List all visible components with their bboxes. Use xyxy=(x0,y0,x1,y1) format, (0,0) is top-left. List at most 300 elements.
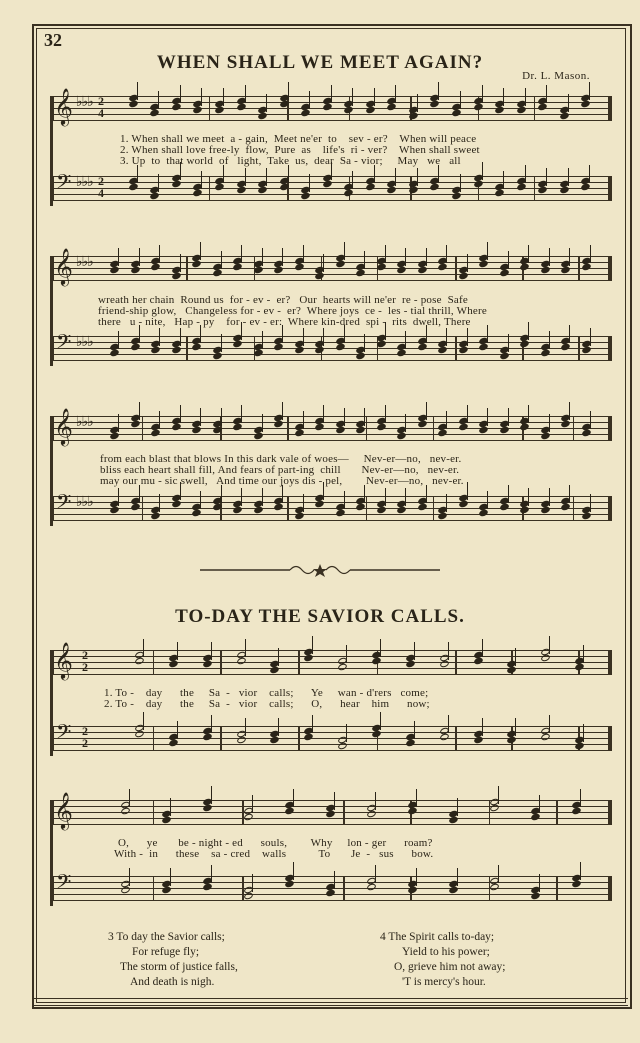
verse-3-line-2: For refuge fly; xyxy=(132,946,200,958)
system-brace xyxy=(50,256,53,366)
note-stem xyxy=(331,85,332,103)
verse-4-line-1: 4 The Spirit calls to-day; xyxy=(380,931,495,943)
note-stem xyxy=(417,168,418,186)
note-stem xyxy=(159,328,160,346)
note-stem xyxy=(129,789,130,807)
barline xyxy=(573,496,575,520)
note-stem xyxy=(252,874,253,892)
staff-line xyxy=(52,280,612,281)
bass-clef-icon: 𝄢 xyxy=(56,870,72,898)
note-stem xyxy=(426,485,427,503)
hymn2-system2-bass-staff xyxy=(52,870,612,900)
note-head xyxy=(150,429,161,438)
note-head xyxy=(540,733,551,742)
staff-line xyxy=(52,750,612,751)
note-stem xyxy=(417,94,418,112)
system-brace xyxy=(50,96,53,206)
hymn1-system1-verse2-lyric: 2. When shall love free-ly flow, Pure as life's ri - ver? When shall sweet xyxy=(120,144,480,156)
staff-line xyxy=(52,818,612,819)
note-stem xyxy=(158,174,159,192)
note-stem xyxy=(245,168,246,186)
note-stem xyxy=(549,715,550,733)
key-signature-flat-icon: ♭♭♭ xyxy=(76,494,93,510)
note-stem xyxy=(158,91,159,109)
note-stem xyxy=(309,91,310,109)
note-head xyxy=(150,109,161,118)
note-stem xyxy=(221,334,222,352)
note-stem xyxy=(170,868,171,886)
note-stem xyxy=(309,174,310,192)
note-stem xyxy=(241,488,242,506)
note-stem xyxy=(323,254,324,272)
barline xyxy=(343,800,345,824)
note-stem xyxy=(508,334,509,352)
note-stem xyxy=(211,642,212,660)
note-stem xyxy=(438,82,439,100)
barline xyxy=(534,176,536,200)
staff-line xyxy=(52,824,612,825)
barline xyxy=(220,650,222,674)
note-stem xyxy=(118,248,119,266)
note-stem xyxy=(180,85,181,103)
note-stem xyxy=(159,494,160,512)
note-stem xyxy=(323,328,324,346)
note-stem xyxy=(323,405,324,423)
note-stem xyxy=(467,328,468,346)
staff-line xyxy=(52,108,612,109)
note-stem xyxy=(262,414,263,432)
note-head xyxy=(519,263,530,272)
note-stem xyxy=(118,414,119,432)
treble-clef-icon: 𝄞 xyxy=(54,791,73,829)
note-stem xyxy=(374,165,375,183)
note-stem xyxy=(143,639,144,657)
note-stem xyxy=(395,85,396,103)
note-head xyxy=(387,103,398,112)
note-head xyxy=(519,423,530,432)
hymn2-system2-verse1-lyric: O, ye be - night - ed souls, Why lon - ger roam? xyxy=(118,837,433,849)
note-stem xyxy=(539,795,540,813)
barline xyxy=(153,650,155,674)
note-stem xyxy=(525,88,526,106)
note-stem xyxy=(580,789,581,807)
staff-line xyxy=(52,738,612,739)
note-stem xyxy=(266,94,267,112)
note-stem xyxy=(546,168,547,186)
hymn2-system1-bass-staff xyxy=(52,720,612,750)
note-stem xyxy=(241,405,242,423)
barline xyxy=(298,726,300,750)
note-stem xyxy=(549,636,550,654)
barline xyxy=(209,176,211,200)
note-stem xyxy=(352,171,353,189)
verse-4-line-2: Yield to his power; xyxy=(402,946,490,958)
note-stem xyxy=(460,91,461,109)
note-stem xyxy=(467,482,468,500)
note-head xyxy=(191,343,202,352)
note-stem xyxy=(159,411,160,429)
note-stem xyxy=(364,251,365,269)
note-head xyxy=(560,343,571,352)
barline xyxy=(534,96,536,120)
note-stem xyxy=(278,718,279,736)
barline xyxy=(433,496,435,520)
note-stem xyxy=(346,645,347,663)
note-head xyxy=(560,503,571,512)
hymn1-system2-verse2-lyric: friend-ship glow, Changeless for - ev - er? Where joys ce - les - tial thrill, Where xyxy=(98,305,487,317)
hymn2-system1-verse2-lyric: 2. To - day the Sa - vior calls; O, hear him now; xyxy=(104,698,430,710)
verse-4-line-3: O, grieve him not away; xyxy=(394,961,506,973)
final-barline xyxy=(608,96,612,120)
note-stem xyxy=(352,88,353,106)
note-head xyxy=(191,509,202,518)
key-signature-flat-icon: ♭♭♭ xyxy=(76,94,93,110)
note-stem xyxy=(143,712,144,730)
note-stem xyxy=(380,639,381,657)
note-stem xyxy=(414,642,415,660)
note-stem xyxy=(568,94,569,112)
note-stem xyxy=(508,485,509,503)
note-stem xyxy=(385,488,386,506)
note-stem xyxy=(245,85,246,103)
note-head xyxy=(437,429,448,438)
note-stem xyxy=(385,245,386,263)
hymn1-system2-verse3-lyric: there u - nite, Hap - py for - ev - er: Where kin-dred spi - rits dwell, There xyxy=(98,316,471,328)
note-stem xyxy=(221,251,222,269)
staff-line xyxy=(52,200,612,201)
note-head xyxy=(193,189,204,198)
note-stem xyxy=(590,494,591,512)
note-head xyxy=(355,269,366,278)
staff-line xyxy=(52,650,612,651)
verse-3-text xyxy=(108,930,238,990)
hymn1-system3-treble-staff xyxy=(52,407,612,445)
staff-line xyxy=(52,354,612,355)
note-stem xyxy=(334,792,335,810)
note-stem xyxy=(139,402,140,420)
bottom-ornamental-border xyxy=(32,998,628,1006)
note-stem xyxy=(405,414,406,432)
note-stem xyxy=(303,411,304,429)
note-stem xyxy=(344,491,345,509)
note-stem xyxy=(446,328,447,346)
note-head xyxy=(437,263,448,272)
note-stem xyxy=(177,721,178,739)
note-stem xyxy=(159,245,160,263)
note-stem xyxy=(211,715,212,733)
note-stem xyxy=(375,792,376,810)
barline xyxy=(455,726,457,750)
system-brace xyxy=(50,800,53,906)
note-stem xyxy=(118,488,119,506)
note-stem xyxy=(139,485,140,503)
staff-line xyxy=(52,360,612,361)
key-signature-flat-icon: ♭♭♭ xyxy=(76,414,93,430)
note-stem xyxy=(364,485,365,503)
barline xyxy=(298,650,300,674)
staff-line xyxy=(52,514,612,515)
hymn1-system1-treble-staff xyxy=(52,87,612,125)
hymn1-system2-treble-staff xyxy=(52,247,612,285)
barline xyxy=(287,416,289,440)
note-stem xyxy=(312,715,313,733)
hymn-title-when-shall-we-meet-again: WHEN SHALL WE MEET AGAIN? xyxy=(156,52,484,73)
note-stem xyxy=(583,724,584,742)
note-stem xyxy=(487,325,488,343)
bass-clef-icon: 𝄢 xyxy=(56,490,72,518)
note-stem xyxy=(385,405,386,423)
hymn1-system3-verse2-lyric: bliss each heart shall fill, And fears of part-ing chill Nev-er—no, nev-er. xyxy=(100,464,460,476)
barline xyxy=(343,876,345,900)
note-stem xyxy=(200,491,201,509)
note-stem xyxy=(180,254,181,272)
note-stem xyxy=(405,331,406,349)
note-stem xyxy=(211,786,212,804)
note-stem xyxy=(221,408,222,426)
note-stem xyxy=(482,162,483,180)
barline xyxy=(220,726,222,750)
note-stem xyxy=(590,411,591,429)
hymn1-system1-verse3-lyric: 3. Up to that world of light, Take us, dear Sa - vior; May we all xyxy=(120,155,461,167)
note-stem xyxy=(177,642,178,660)
note-stem xyxy=(528,245,529,263)
staff-line xyxy=(52,434,612,435)
note-stem xyxy=(448,642,449,660)
note-stem xyxy=(288,165,289,183)
note-stem xyxy=(129,868,130,886)
note-stem xyxy=(487,491,488,509)
barline xyxy=(209,96,211,120)
note-stem xyxy=(344,242,345,260)
note-head xyxy=(109,349,120,358)
barline xyxy=(142,416,144,440)
staff-line xyxy=(52,194,612,195)
barline xyxy=(366,416,368,440)
final-barline xyxy=(608,256,612,280)
note-head xyxy=(430,183,441,192)
note-stem xyxy=(569,402,570,420)
note-stem xyxy=(364,408,365,426)
final-barline xyxy=(608,650,612,674)
note-head xyxy=(232,423,243,432)
page-number: 32 xyxy=(44,30,62,50)
barline xyxy=(153,876,155,900)
note-stem xyxy=(170,798,171,816)
note-stem xyxy=(303,494,304,512)
barline xyxy=(153,800,155,824)
note-stem xyxy=(364,334,365,352)
note-stem xyxy=(487,408,488,426)
note-stem xyxy=(528,322,529,340)
note-stem xyxy=(438,165,439,183)
verse-3-line-4: And death is nigh. xyxy=(130,976,215,988)
note-stem xyxy=(262,488,263,506)
note-stem xyxy=(569,325,570,343)
note-stem xyxy=(380,712,381,730)
barline xyxy=(455,650,457,674)
staff-line xyxy=(52,274,612,275)
note-stem xyxy=(580,862,581,880)
note-stem xyxy=(498,865,499,883)
staff-line xyxy=(52,114,612,115)
time-signature: 2 4 xyxy=(98,94,104,120)
note-stem xyxy=(200,242,201,260)
note-stem xyxy=(334,871,335,889)
note-head xyxy=(150,263,161,272)
final-barline xyxy=(608,876,612,900)
note-stem xyxy=(508,408,509,426)
barline xyxy=(578,336,580,360)
note-stem xyxy=(201,88,202,106)
barline xyxy=(556,800,558,824)
note-stem xyxy=(201,171,202,189)
final-barline xyxy=(608,336,612,360)
note-stem xyxy=(482,639,483,657)
note-head xyxy=(396,349,407,358)
barline xyxy=(287,496,289,520)
note-stem xyxy=(446,245,447,263)
note-head xyxy=(303,733,314,742)
note-head xyxy=(355,503,366,512)
note-stem xyxy=(549,488,550,506)
staff-line xyxy=(52,900,612,901)
note-stem xyxy=(549,414,550,432)
note-stem xyxy=(200,408,201,426)
hymn2-system2-treble-staff xyxy=(52,791,612,829)
verse-3-line-1: 3 To day the Savior calls; xyxy=(108,931,225,943)
barline xyxy=(153,726,155,750)
hymn-title-to-day-the-savior-calls: TO-DAY THE SAVIOR CALLS. xyxy=(175,606,465,627)
note-stem xyxy=(293,789,294,807)
bass-clef-icon: 𝄢 xyxy=(56,330,72,358)
staff-line xyxy=(52,876,612,877)
note-stem xyxy=(549,248,550,266)
note-stem xyxy=(503,88,504,106)
note-stem xyxy=(375,865,376,883)
time-signature: 2 2 xyxy=(82,648,88,674)
note-stem xyxy=(312,636,313,654)
note-stem xyxy=(446,494,447,512)
final-barline xyxy=(608,176,612,200)
note-stem xyxy=(118,331,119,349)
note-stem xyxy=(395,168,396,186)
barline xyxy=(578,256,580,280)
note-stem xyxy=(221,485,222,503)
note-head xyxy=(478,509,489,518)
note-stem xyxy=(426,402,427,420)
staff-line xyxy=(52,520,612,521)
staff-line xyxy=(52,668,612,669)
staff-line xyxy=(52,440,612,441)
note-stem xyxy=(211,865,212,883)
note-stem xyxy=(414,721,415,739)
verse-4-text xyxy=(380,930,505,990)
final-barline xyxy=(608,726,612,750)
note-stem xyxy=(245,718,246,736)
barline xyxy=(455,256,457,280)
key-signature-flat-icon: ♭♭♭ xyxy=(76,254,93,270)
note-head xyxy=(300,109,311,118)
note-stem xyxy=(303,328,304,346)
note-stem xyxy=(405,488,406,506)
note-stem xyxy=(293,862,294,880)
note-head xyxy=(314,423,325,432)
barline xyxy=(186,336,188,360)
bass-clef-icon: 𝄢 xyxy=(56,170,72,198)
note-stem xyxy=(515,718,516,736)
hymn2-system2-verse2-lyric: With - in these sa - cred walls To Je - sus bow. xyxy=(114,848,434,860)
note-stem xyxy=(549,331,550,349)
note-stem xyxy=(546,85,547,103)
note-stem xyxy=(467,405,468,423)
note-stem xyxy=(590,245,591,263)
treble-clef-icon: 𝄞 xyxy=(54,641,73,679)
note-stem xyxy=(583,645,584,663)
verse-4-line-4: 'T is mercy's hour. xyxy=(402,976,486,988)
time-signature: 2 2 xyxy=(82,724,88,750)
note-stem xyxy=(282,485,283,503)
note-stem xyxy=(245,639,246,657)
note-stem xyxy=(180,405,181,423)
staff-line xyxy=(52,674,612,675)
hymn2-system1-verse1-lyric: 1. To - day the Sa - vior calls; Ye wan - d'rers come; xyxy=(104,687,429,699)
note-stem xyxy=(503,171,504,189)
note-stem xyxy=(569,248,570,266)
note-stem xyxy=(374,88,375,106)
bass-clef-icon: 𝄢 xyxy=(56,720,72,748)
note-stem xyxy=(482,85,483,103)
note-stem xyxy=(223,88,224,106)
note-stem xyxy=(262,331,263,349)
note-head xyxy=(478,343,489,352)
note-stem xyxy=(137,82,138,100)
staff-line xyxy=(52,120,612,121)
barline xyxy=(433,416,435,440)
note-stem xyxy=(241,245,242,263)
hymn1-system3-verse1-lyric: from each blast that blows In this dark vale of woes— Nev-er—no, nev-er. xyxy=(100,453,462,465)
treble-clef-icon: 𝄞 xyxy=(54,407,73,445)
note-stem xyxy=(303,245,304,263)
note-head xyxy=(273,343,284,352)
note-stem xyxy=(590,328,591,346)
note-stem xyxy=(498,786,499,804)
hymn1-system3-bass-staff xyxy=(52,490,612,520)
note-stem xyxy=(539,874,540,892)
note-stem xyxy=(467,254,468,272)
time-signature: 2 4 xyxy=(98,174,104,200)
verse-3-line-3: The storm of justice falls, xyxy=(120,961,238,973)
hymn1-system1-bass-staff xyxy=(52,170,612,200)
note-stem xyxy=(139,248,140,266)
note-stem xyxy=(344,408,345,426)
note-head xyxy=(337,663,348,672)
note-stem xyxy=(405,248,406,266)
note-head xyxy=(273,503,284,512)
note-stem xyxy=(426,248,427,266)
note-stem xyxy=(282,248,283,266)
composer-credit: Dr. L. Mason. xyxy=(522,70,590,82)
note-stem xyxy=(278,648,279,666)
barline xyxy=(142,496,144,520)
system-brace xyxy=(50,650,53,756)
note-stem xyxy=(569,485,570,503)
note-head xyxy=(574,663,585,672)
note-stem xyxy=(137,165,138,183)
note-stem xyxy=(589,165,590,183)
note-stem xyxy=(446,411,447,429)
note-head xyxy=(537,103,548,112)
note-stem xyxy=(528,488,529,506)
